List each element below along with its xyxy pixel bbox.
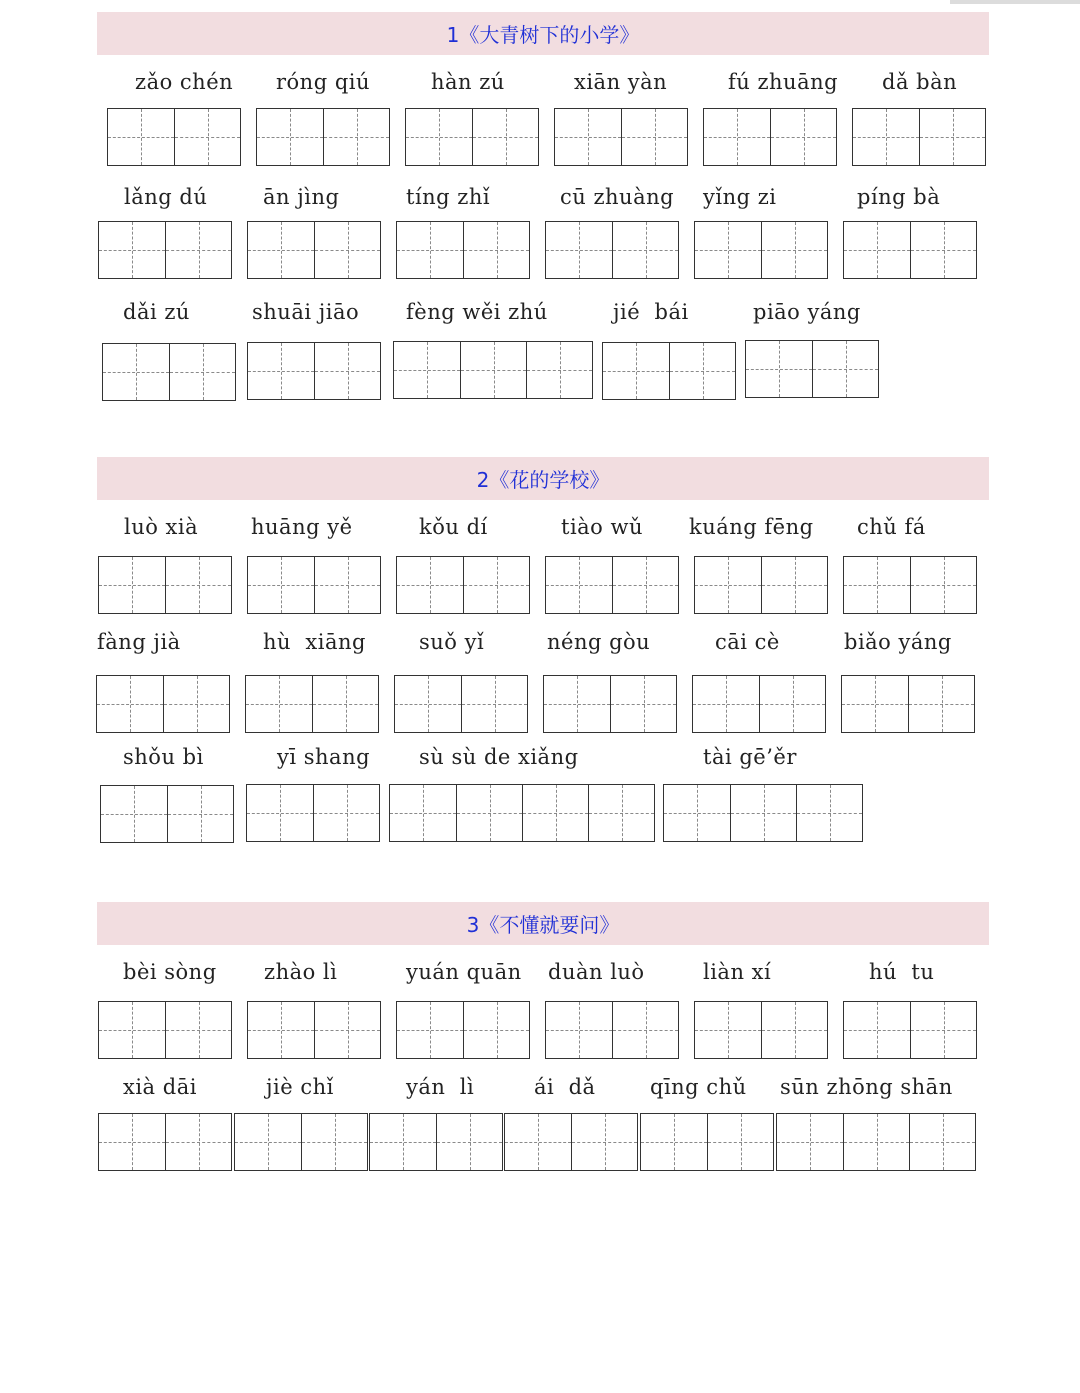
grid-cell[interactable] xyxy=(695,1002,761,1058)
grid-cell[interactable] xyxy=(247,785,313,841)
grid-cell[interactable] xyxy=(909,1114,975,1170)
pinyin-label: sūn zhōng shān xyxy=(780,1075,953,1099)
page-corner-mark xyxy=(950,0,1080,4)
grid-cell[interactable] xyxy=(612,222,678,278)
grid-cell[interactable] xyxy=(664,785,730,841)
pinyin-label: duàn luò xyxy=(548,960,645,984)
grid-cell[interactable] xyxy=(312,676,378,732)
writing-grid[interactable] xyxy=(703,108,837,166)
pinyin-label: róng qiú xyxy=(276,70,371,94)
grid-cell[interactable] xyxy=(669,343,735,399)
grid-cell[interactable] xyxy=(397,222,463,278)
writing-grid[interactable] xyxy=(694,556,828,614)
pinyin-label: kǒu dí xyxy=(419,515,488,539)
section-title: 3《不懂就要问》 xyxy=(97,902,989,945)
grid-cell[interactable] xyxy=(406,109,472,165)
pinyin-label: liàn xí xyxy=(703,960,772,984)
grid-cell[interactable] xyxy=(397,557,463,613)
writing-grid[interactable] xyxy=(602,342,736,400)
writing-grid[interactable] xyxy=(843,556,977,614)
pinyin-label: ān jìng xyxy=(263,185,340,209)
writing-grid[interactable] xyxy=(852,108,986,166)
grid-cell[interactable] xyxy=(436,1114,502,1170)
grid-cell[interactable] xyxy=(526,342,592,398)
grid-cell[interactable] xyxy=(707,1114,773,1170)
section-title: 1《大青树下的小学》 xyxy=(97,12,989,55)
writing-grid[interactable] xyxy=(545,1001,679,1059)
grid-cell[interactable] xyxy=(612,1002,678,1058)
grid-cell[interactable] xyxy=(505,1114,571,1170)
grid-cell[interactable] xyxy=(463,222,529,278)
writing-grid[interactable] xyxy=(247,556,381,614)
grid-cell[interactable] xyxy=(101,786,167,842)
pinyin-label: hú tu xyxy=(869,960,935,984)
grid-cell[interactable] xyxy=(314,222,380,278)
writing-grid[interactable] xyxy=(100,785,234,843)
grid-cell[interactable] xyxy=(99,1002,165,1058)
grid-cell[interactable] xyxy=(603,343,669,399)
grid-cell[interactable] xyxy=(165,1002,231,1058)
grid-cell[interactable] xyxy=(248,343,314,399)
writing-grid[interactable] xyxy=(247,342,381,400)
pinyin-label: sù sù de xiǎng xyxy=(419,745,579,769)
pinyin-label: zǎo chén xyxy=(135,70,234,94)
grid-cell[interactable] xyxy=(610,676,676,732)
writing-grid[interactable] xyxy=(745,340,879,398)
writing-grid[interactable] xyxy=(843,221,977,279)
grid-cell[interactable] xyxy=(761,222,827,278)
writing-grid[interactable] xyxy=(663,784,863,842)
pinyin-label: fú zhuāng xyxy=(728,70,839,94)
grid-cell[interactable] xyxy=(544,676,610,732)
grid-cell[interactable] xyxy=(248,222,314,278)
grid-cell[interactable] xyxy=(246,676,312,732)
grid-cell[interactable] xyxy=(812,341,878,397)
grid-cell[interactable] xyxy=(463,557,529,613)
writing-grid[interactable] xyxy=(102,343,236,401)
writing-grid[interactable] xyxy=(554,108,688,166)
grid-cell[interactable] xyxy=(843,1114,909,1170)
writing-grid[interactable] xyxy=(96,675,230,733)
grid-cell[interactable] xyxy=(167,786,233,842)
writing-grid[interactable] xyxy=(247,221,381,279)
pinyin-label: hàn zú xyxy=(431,70,505,94)
writing-grid[interactable] xyxy=(256,108,390,166)
pinyin-label: yī shang xyxy=(277,745,371,769)
writing-grid[interactable] xyxy=(396,221,530,279)
grid-cell[interactable] xyxy=(844,1002,910,1058)
pinyin-label: tíng zhǐ xyxy=(406,185,491,209)
pinyin-label: dǎ bàn xyxy=(882,70,958,94)
pinyin-label: yǐng zi xyxy=(703,185,777,209)
writing-grid[interactable] xyxy=(369,1113,503,1171)
grid-cell[interactable] xyxy=(103,344,169,400)
pinyin-label: bèi sòng xyxy=(123,960,217,984)
grid-cell[interactable] xyxy=(301,1114,367,1170)
grid-cell[interactable] xyxy=(844,222,910,278)
grid-cell[interactable] xyxy=(248,1002,314,1058)
grid-cell[interactable] xyxy=(761,557,827,613)
grid-cell[interactable] xyxy=(235,1114,301,1170)
grid-cell[interactable] xyxy=(796,785,862,841)
grid-cell[interactable] xyxy=(314,557,380,613)
writing-grid[interactable] xyxy=(396,1001,530,1059)
grid-cell[interactable] xyxy=(759,676,825,732)
pinyin-label: cāi cè xyxy=(715,630,780,654)
writing-grid[interactable] xyxy=(776,1113,976,1171)
pinyin-label: lǎng dú xyxy=(124,185,208,209)
grid-cell[interactable] xyxy=(695,557,761,613)
writing-grid[interactable] xyxy=(396,556,530,614)
grid-cell[interactable] xyxy=(588,785,654,841)
grid-cell[interactable] xyxy=(777,1114,843,1170)
grid-cell[interactable] xyxy=(323,109,389,165)
pinyin-label: shuāi jiāo xyxy=(252,300,360,324)
grid-cell[interactable] xyxy=(174,109,240,165)
writing-grid[interactable] xyxy=(545,221,679,279)
pinyin-label: jiè chǐ xyxy=(266,1075,334,1099)
grid-cell[interactable] xyxy=(571,1114,637,1170)
pinyin-label: huāng yě xyxy=(251,515,353,539)
grid-cell[interactable] xyxy=(704,109,770,165)
writing-grid[interactable] xyxy=(245,675,379,733)
grid-cell[interactable] xyxy=(546,557,612,613)
grid-cell[interactable] xyxy=(394,342,460,398)
writing-grid[interactable] xyxy=(98,221,232,279)
grid-cell[interactable] xyxy=(97,676,163,732)
grid-cell[interactable] xyxy=(463,1002,529,1058)
pinyin-label: zhào lì xyxy=(264,960,338,984)
grid-cell[interactable] xyxy=(314,343,380,399)
grid-cell[interactable] xyxy=(522,785,588,841)
grid-cell[interactable] xyxy=(313,785,379,841)
grid-cell[interactable] xyxy=(910,557,976,613)
grid-cell[interactable] xyxy=(844,557,910,613)
writing-grid[interactable] xyxy=(843,1001,977,1059)
writing-grid[interactable] xyxy=(405,108,539,166)
writing-grid[interactable] xyxy=(694,1001,828,1059)
grid-cell[interactable] xyxy=(641,1114,707,1170)
writing-grid[interactable] xyxy=(841,675,975,733)
writing-grid[interactable] xyxy=(389,784,655,842)
grid-cell[interactable] xyxy=(693,676,759,732)
grid-cell[interactable] xyxy=(910,222,976,278)
grid-cell[interactable] xyxy=(108,109,174,165)
pinyin-label: chǔ fá xyxy=(857,515,926,539)
grid-cell[interactable] xyxy=(165,222,231,278)
grid-cell[interactable] xyxy=(919,109,985,165)
grid-cell[interactable] xyxy=(621,109,687,165)
grid-cell[interactable] xyxy=(612,557,678,613)
grid-cell[interactable] xyxy=(456,785,522,841)
writing-grid[interactable] xyxy=(247,1001,381,1059)
grid-cell[interactable] xyxy=(370,1114,436,1170)
pinyin-label: yán lì xyxy=(406,1075,475,1099)
writing-grid[interactable] xyxy=(98,1001,232,1059)
writing-grid[interactable] xyxy=(98,1113,232,1171)
pinyin-label: piāo yáng xyxy=(753,300,861,324)
grid-cell[interactable] xyxy=(555,109,621,165)
grid-cell[interactable] xyxy=(257,109,323,165)
grid-cell[interactable] xyxy=(730,785,796,841)
grid-cell[interactable] xyxy=(99,557,165,613)
writing-grid[interactable] xyxy=(393,341,593,399)
writing-grid[interactable] xyxy=(394,675,528,733)
section-title: 2《花的学校》 xyxy=(97,457,989,500)
grid-cell[interactable] xyxy=(395,676,461,732)
pinyin-label: hù xiāng xyxy=(263,630,366,654)
pinyin-label: luò xià xyxy=(124,515,199,539)
pinyin-label: tài gē’ěr xyxy=(703,745,797,769)
writing-grid[interactable] xyxy=(692,675,826,733)
pinyin-label: ái dǎ xyxy=(534,1075,596,1099)
pinyin-label: xiān yàn xyxy=(574,70,668,94)
pinyin-label: xià dāi xyxy=(123,1075,197,1099)
writing-grid[interactable] xyxy=(694,221,828,279)
writing-grid[interactable] xyxy=(504,1113,638,1171)
grid-cell[interactable] xyxy=(165,557,231,613)
writing-grid[interactable] xyxy=(543,675,677,733)
pinyin-label: fèng wěi zhú xyxy=(406,300,548,324)
grid-cell[interactable] xyxy=(761,1002,827,1058)
grid-cell[interactable] xyxy=(695,222,761,278)
writing-grid[interactable] xyxy=(98,556,232,614)
pinyin-label: qīng chǔ xyxy=(650,1075,747,1099)
pinyin-label: tiào wǔ xyxy=(561,515,643,539)
writing-grid[interactable] xyxy=(640,1113,774,1171)
pinyin-label: jié bái xyxy=(613,300,689,324)
pinyin-label: suǒ yǐ xyxy=(419,630,485,654)
writing-grid[interactable] xyxy=(107,108,241,166)
writing-grid[interactable] xyxy=(545,556,679,614)
writing-grid[interactable] xyxy=(246,784,380,842)
grid-cell[interactable] xyxy=(546,222,612,278)
grid-cell[interactable] xyxy=(472,109,538,165)
grid-cell[interactable] xyxy=(314,1002,380,1058)
pinyin-label: kuáng fēng xyxy=(689,515,814,539)
grid-cell[interactable] xyxy=(842,676,908,732)
grid-cell[interactable] xyxy=(746,341,812,397)
grid-cell[interactable] xyxy=(397,1002,463,1058)
grid-cell[interactable] xyxy=(908,676,974,732)
grid-cell[interactable] xyxy=(770,109,836,165)
pinyin-label: biǎo yáng xyxy=(844,630,952,654)
pinyin-label: shǒu bì xyxy=(123,745,204,769)
pinyin-label: cū zhuàng xyxy=(560,185,675,209)
grid-cell[interactable] xyxy=(546,1002,612,1058)
grid-cell[interactable] xyxy=(99,222,165,278)
grid-cell[interactable] xyxy=(165,1114,231,1170)
pinyin-label: néng gòu xyxy=(547,630,651,654)
grid-cell[interactable] xyxy=(461,676,527,732)
grid-cell[interactable] xyxy=(853,109,919,165)
grid-cell[interactable] xyxy=(169,344,235,400)
writing-grid[interactable] xyxy=(234,1113,368,1171)
pinyin-label: yuán quān xyxy=(406,960,522,984)
grid-cell[interactable] xyxy=(910,1002,976,1058)
grid-cell[interactable] xyxy=(99,1114,165,1170)
pinyin-label: fàng jià xyxy=(97,630,181,654)
pinyin-label: dǎi zú xyxy=(123,300,190,324)
grid-cell[interactable] xyxy=(460,342,526,398)
grid-cell[interactable] xyxy=(163,676,229,732)
grid-cell[interactable] xyxy=(248,557,314,613)
pinyin-label: píng bà xyxy=(857,185,941,209)
grid-cell[interactable] xyxy=(390,785,456,841)
